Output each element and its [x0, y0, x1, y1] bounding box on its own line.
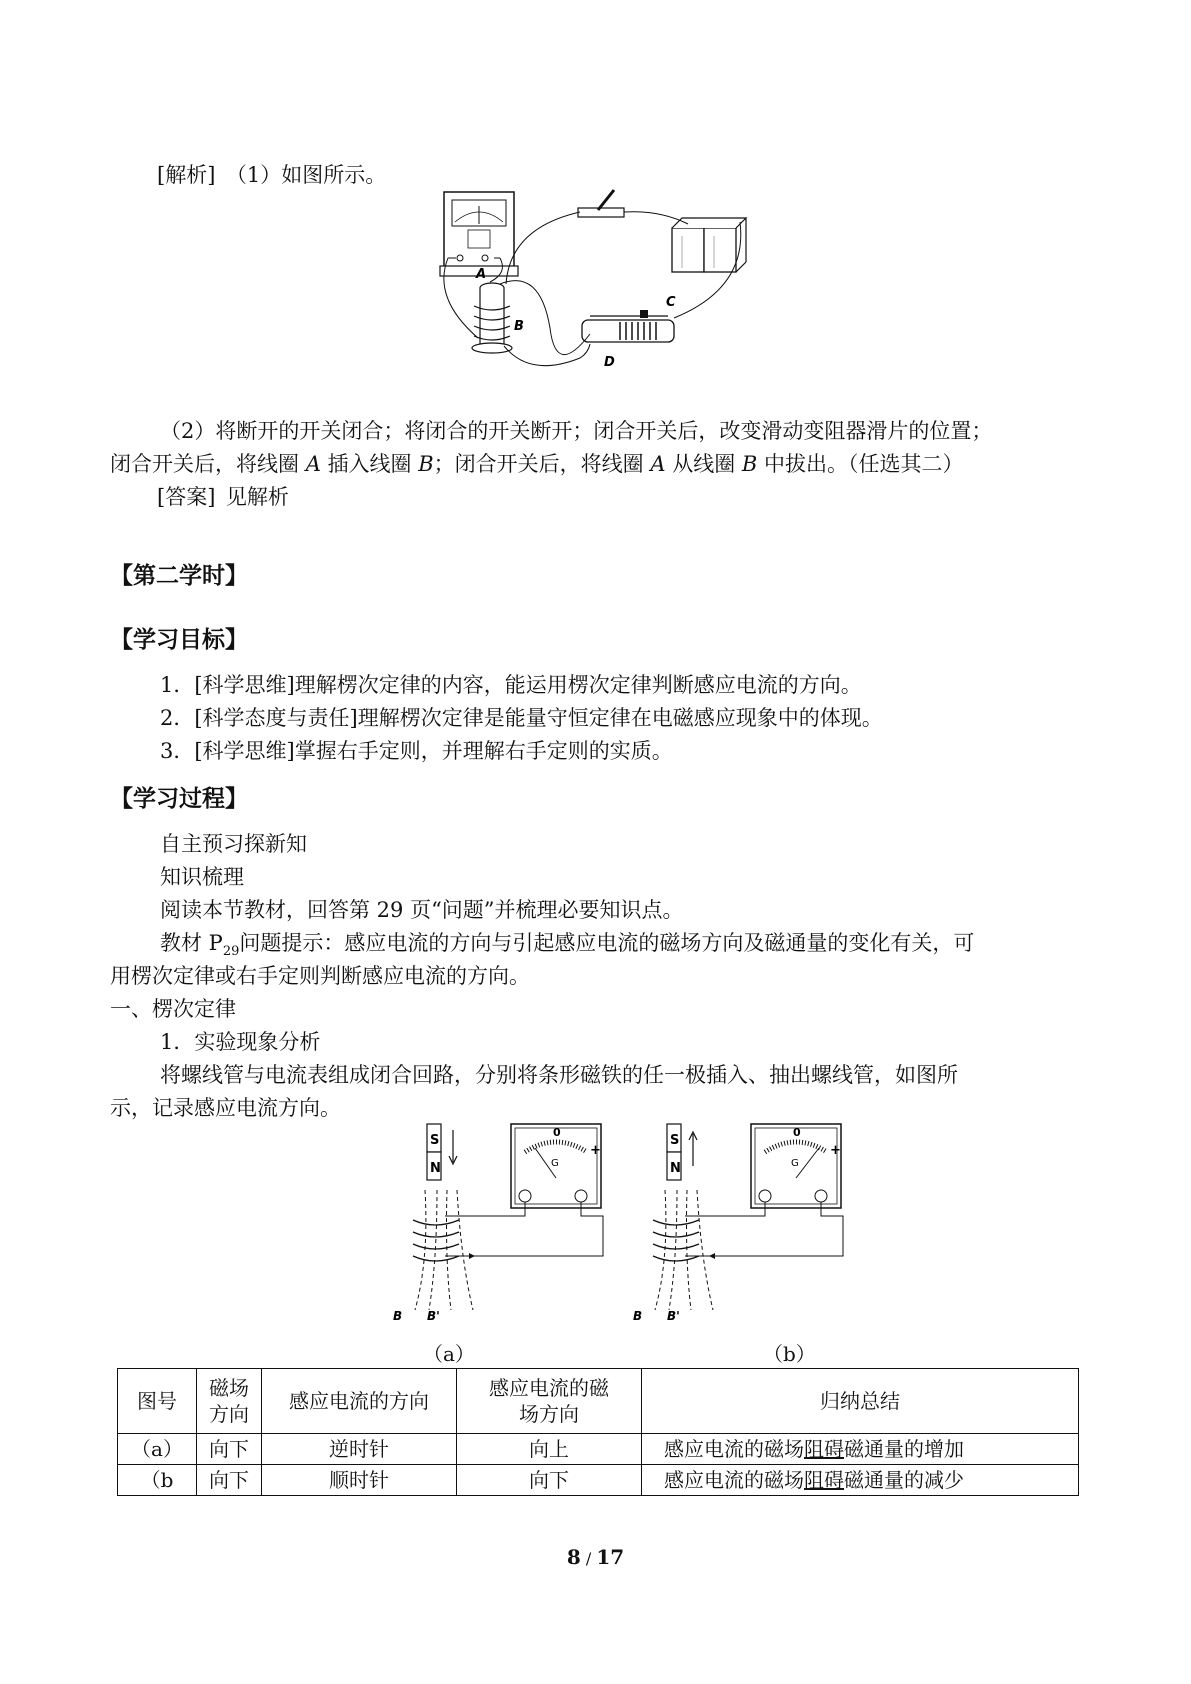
- table-cell: （a）: [118, 1434, 197, 1465]
- header-text: 磁场: [209, 1376, 249, 1400]
- header-cell: 感应电流的方向: [262, 1369, 457, 1434]
- answer-line: [答案] 见解析: [157, 485, 289, 509]
- process-p1: 自主预习探新知: [160, 832, 307, 856]
- table-cell: 向下: [197, 1434, 262, 1465]
- meter-G: G: [791, 1158, 799, 1169]
- header-cell: 图号: [118, 1369, 197, 1434]
- meter-G: G: [551, 1158, 559, 1169]
- text-span: 磁通量的增加: [844, 1437, 964, 1461]
- text-span: 磁通量的减少: [844, 1468, 964, 1492]
- text-span: ；闭合开关后，将线圈: [433, 452, 651, 476]
- scale-plus: +: [590, 1143, 601, 1158]
- field-B-prime: B': [667, 1309, 680, 1320]
- table-row: [118, 1434, 1079, 1465]
- process-p8: 将螺线管与电流表组成闭合回路，分别将条形磁铁的任一极插入、抽出螺线管，如图所: [160, 1063, 958, 1087]
- page-number: [0, 1545, 1191, 1569]
- heading-objectives: 【学习目标】: [110, 627, 248, 653]
- scale-zero: 0: [553, 1126, 561, 1139]
- page-total: 17: [596, 1545, 625, 1569]
- objective-3: 3．[科学思维]掌握右手定则，并理解右手定则的实质。: [160, 739, 673, 763]
- table-row: [118, 1465, 1079, 1496]
- process-p7: 1．实验现象分析: [160, 1030, 321, 1054]
- analysis-label: [解析] （1）如图所示。: [157, 163, 387, 187]
- header-text: 感应电流的磁: [489, 1376, 609, 1400]
- caption-b: （b）: [763, 1342, 816, 1366]
- page-current: 8: [566, 1545, 581, 1569]
- circuit-figure: [430, 188, 830, 393]
- heading-second-period: 【第二学时】: [110, 563, 248, 589]
- scale-zero: 0: [793, 1126, 801, 1139]
- process-p2: 知识梳理: [160, 865, 244, 889]
- process-p5: 用楞次定律或右手定则判断感应电流的方向。: [110, 964, 530, 988]
- header-text: 方向: [209, 1402, 249, 1426]
- label-B: B: [514, 319, 524, 334]
- experiment-figure-a: [385, 1120, 615, 1320]
- magnet-S: S: [670, 1133, 680, 1148]
- table-header-row: [118, 1369, 1079, 1434]
- underlined-text: 阻碍: [804, 1468, 844, 1492]
- results-table: [117, 1368, 1079, 1496]
- process-p9: 示，记录感应电流方向。: [110, 1096, 341, 1120]
- magnet-N: N: [670, 1161, 681, 1176]
- coil-label: A: [650, 452, 666, 476]
- table-cell: 向上: [457, 1434, 642, 1465]
- label-A: A: [476, 267, 487, 282]
- field-B: B: [633, 1309, 643, 1320]
- coil-label: A: [305, 452, 321, 476]
- text-span: 闭合开关后，将线圈: [110, 452, 306, 476]
- scale-plus: +: [830, 1143, 841, 1158]
- field-B-prime: B': [427, 1309, 440, 1320]
- table-cell: （b: [118, 1465, 197, 1496]
- underlined-text: 阻碍: [804, 1437, 844, 1461]
- text-span: 插入线圈: [320, 452, 419, 476]
- header-cell: 归纳总结: [642, 1369, 1079, 1434]
- text-span: 中拔出。（任选其二）: [757, 452, 964, 476]
- header-text: 场方向: [519, 1402, 579, 1426]
- label-D: D: [604, 355, 615, 370]
- header-cell: [197, 1369, 262, 1434]
- label-C: C: [666, 295, 676, 310]
- coil-label: B: [418, 452, 434, 476]
- table-cell: [642, 1465, 1079, 1496]
- page-separator: /: [580, 1549, 597, 1568]
- table-cell: 向下: [197, 1465, 262, 1496]
- analysis-line-2: （2）将断开的开关闭合；将闭合的开关断开；闭合开关后，改变滑动变阻器滑片的位置；: [160, 419, 993, 443]
- magnet-S: S: [430, 1133, 440, 1148]
- text-span: 教材 P: [160, 931, 223, 955]
- table-cell: 逆时针: [262, 1434, 457, 1465]
- table-cell: [642, 1434, 1079, 1465]
- experiment-figure-b: [625, 1120, 855, 1320]
- table-cell: 向下: [457, 1465, 642, 1496]
- process-p6: 一、楞次定律: [110, 997, 236, 1021]
- objective-1: 1．[科学思维]理解楞次定律的内容，能运用楞次定律判断感应电流的方向。: [160, 673, 862, 697]
- field-B: B: [393, 1309, 403, 1320]
- heading-process: 【学习过程】: [110, 786, 248, 812]
- text-span: 从线圈: [665, 452, 742, 476]
- coil-label: B: [741, 452, 758, 476]
- analysis-line-3: [110, 449, 964, 479]
- text-span: 问题提示：感应电流的方向与引起感应电流的磁场方向及磁通量的变化有关，可: [239, 931, 975, 955]
- magnet-N: N: [430, 1161, 441, 1176]
- table-cell: 顺时针: [262, 1465, 457, 1496]
- text-span: 感应电流的磁场: [664, 1468, 804, 1492]
- caption-a: （a）: [423, 1342, 475, 1366]
- header-cell: [457, 1369, 642, 1434]
- subscript: 29: [222, 944, 240, 960]
- text-span: 感应电流的磁场: [664, 1437, 804, 1461]
- objective-2: 2．[科学态度与责任]理解楞次定律是能量守恒定律在电磁感应现象中的体现。: [160, 706, 883, 730]
- process-p3: 阅读本节教材，回答第 29 页“问题”并梳理必要知识点。: [160, 898, 684, 922]
